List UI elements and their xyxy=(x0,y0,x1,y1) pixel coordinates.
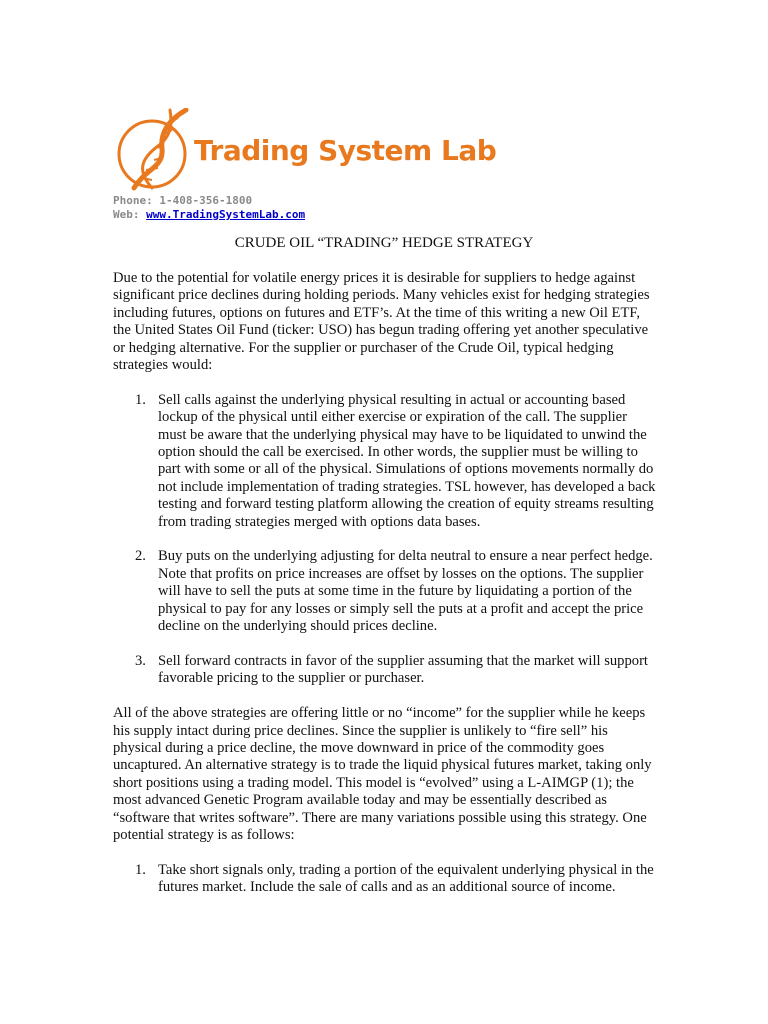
phone-label: Phone: xyxy=(113,194,153,207)
list-item xyxy=(113,862,658,897)
list-item-text: Take short signals only, trading a portion of the equivalent underlying physical in the futures market. Include the sale of calls and as an additional source of income. xyxy=(158,861,654,896)
web-label: Web: xyxy=(113,208,140,221)
hedging-strategies-list xyxy=(113,392,658,688)
alternative-strategy-paragraph: All of the above strategies are offering little or no “income” for the supplier while he keeps his supply intact during price declines. Since the supplier is unlikely to “fire sell” his physical during a price decline, the move downward in price of the commodity goes uncaptured. An alternative strategy is to trade the liquid physical futures market, taking only short positions using a trading model. This model is “evolved” using a L-AIMGP (1); the most advanced Genetic Program available today and may be essentially described as “software that writes software”. There are many variations possible using this strategy. One potential strategy is as follows: xyxy=(113,705,652,843)
list-item xyxy=(113,653,658,688)
list-item-text: Sell forward contracts in favor of the supplier assuming that the market will support favorable pricing to the supplier or purchaser. xyxy=(158,652,648,687)
list-number: 1. xyxy=(135,861,146,878)
dna-helix-icon xyxy=(112,108,196,196)
list-number: 2. xyxy=(135,548,146,565)
phone-number: 1-408-356-1800 xyxy=(159,194,253,207)
potential-strategy-list xyxy=(113,862,658,897)
company-logo xyxy=(112,108,497,196)
list-item-text: Buy puts on the underlying adjusting for delta neutral to ensure a near perfect hedge. Note that profits on price increases are offset by losses on the options. The supplier will have to sell the puts at some time in the future by liquidating a portion of the physical to pay for any losses or simply sell the puts at a profit and accept the price decline on the underlying should prices decline. xyxy=(158,548,653,635)
list-item-text: Sell calls against the underlying physical resulting in actual or accounting based lockup of the physical until either exercise or expiration of the call. The supplier must be aware that the underlying physical may have to be liquidated to unwind the option should the call be exercised. In other words, the supplier must be willing to part with some or all of the physical. Simulations of options movements normally do not include implementation of trading strategies. TSL however, has developed a back testing and forward testing platform allowing the creation of equity streams resulting from trading strategies merged with options data bases. xyxy=(158,391,656,530)
list-number: 3. xyxy=(135,652,146,669)
intro-paragraph: Due to the potential for volatile energy prices it is desirable for suppliers to hedge against significant price declines during holding periods. Many vehicles exist for hedging strategies including futures, options on futures and ETF’s. At the time of this writing a new Oil ETF, the United States Oil Fund (ticker: USO) has begun trading offering yet another speculative or hedging alternative. For the supplier or purchaser of the Crude Oil, typical hedging strategies would: xyxy=(113,270,650,374)
document-body xyxy=(113,270,658,897)
phone-line xyxy=(113,194,305,208)
list-item xyxy=(113,392,658,531)
website-link[interactable]: www.TradingSystemLab.com xyxy=(146,208,306,221)
document-title: CRUDE OIL “TRADING” HEDGE STRATEGY xyxy=(234,235,534,251)
logo-text: Trading System Lab xyxy=(194,134,497,167)
list-item xyxy=(113,548,658,635)
list-number: 1. xyxy=(135,391,146,408)
contact-info xyxy=(113,194,305,222)
web-line xyxy=(113,208,305,222)
